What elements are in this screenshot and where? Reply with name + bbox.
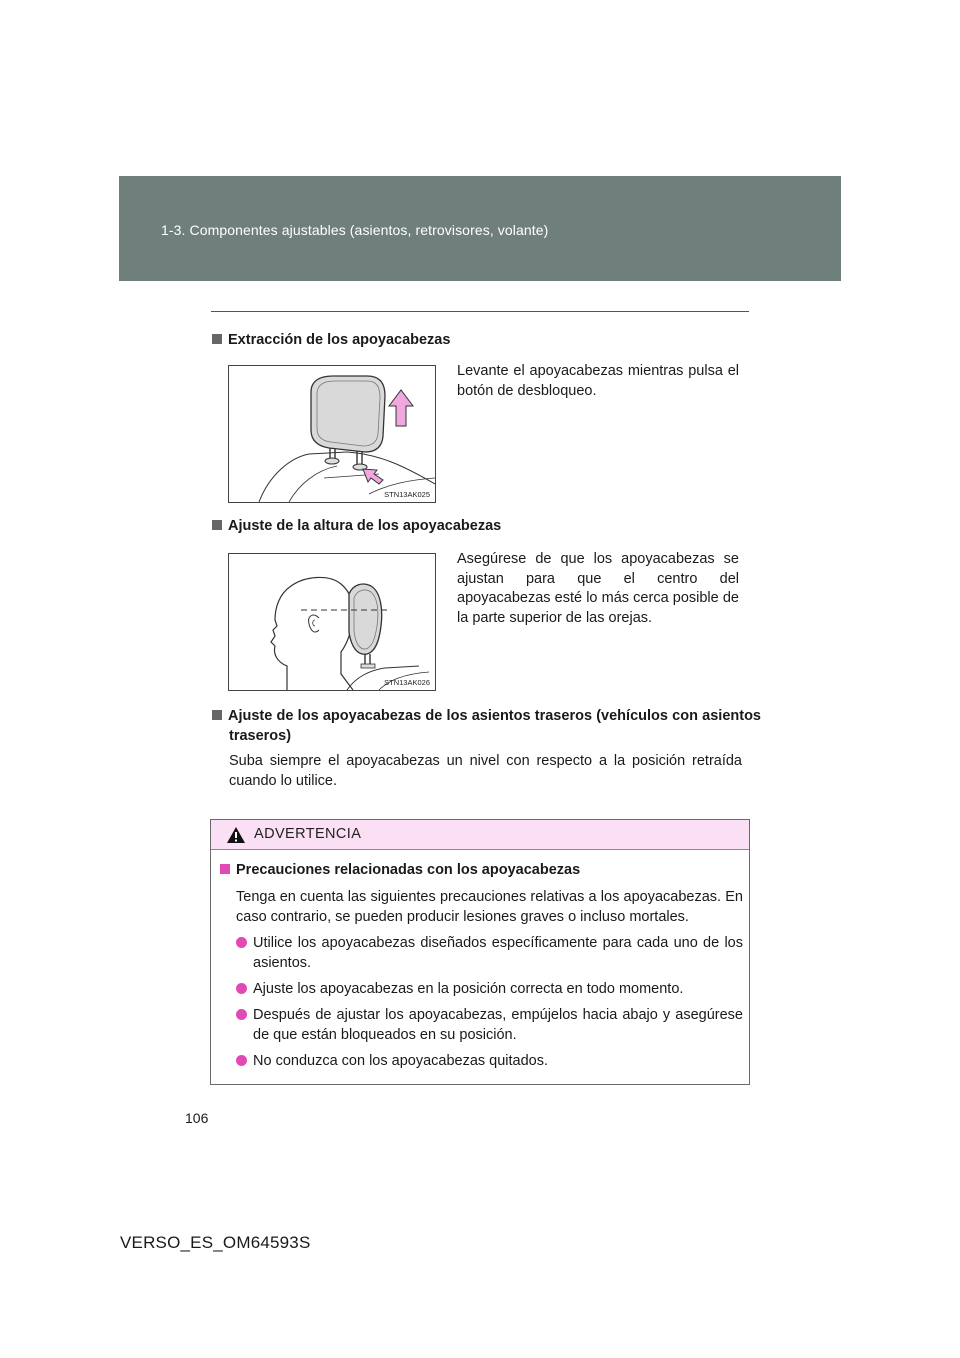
headrest-height-illustration xyxy=(229,554,435,690)
breadcrumb: 1-3. Componentes ajustables (asientos, retrovisores, volante) xyxy=(161,222,549,238)
rear-instruction: Suba siempre el apoyacabezas un nivel con respecto a la posición retraída cuando lo utilice. xyxy=(229,753,742,789)
warning-intro: Tenga en cuenta las siguientes precauciones relativas a los apoyacabezas. En caso contrario, se pueden producir lesiones graves o incluso mortales. xyxy=(236,889,743,925)
height-instruction: Asegúrese de que los apoyacabezas se ajustan para que el centro del apoyacabezas esté lo más cerca posible de la parte superior de las orejas. xyxy=(457,551,739,626)
figure-headrest-removal xyxy=(228,365,436,503)
square-bullet-icon xyxy=(220,864,230,874)
section-divider xyxy=(211,311,749,312)
square-bullet-icon xyxy=(212,710,222,720)
warning-bullet: Ajuste los apoyacabezas en la posición correcta en todo momento. xyxy=(236,979,743,999)
figure-code: STN13AK025 xyxy=(384,490,430,499)
square-bullet-icon xyxy=(212,520,222,530)
warning-header xyxy=(211,820,749,850)
removal-instruction: Levante el apoyacabezas mientras pulsa el botón de desbloqueo. xyxy=(457,363,739,399)
figure-code: STN13AK026 xyxy=(384,678,430,687)
page-number: 106 xyxy=(185,1110,209,1126)
document-code: VERSO_ES_OM64593S xyxy=(120,1233,311,1252)
warning-triangle-icon xyxy=(226,826,246,844)
warning-title xyxy=(220,862,580,878)
circle-bullet-icon xyxy=(236,983,247,994)
section-title-text: Ajuste de la altura de los apoyacabezas xyxy=(228,518,502,534)
header-band xyxy=(119,176,841,281)
section-title-text: Extracción de los apoyacabezas xyxy=(228,332,451,348)
figure-headrest-height xyxy=(228,553,436,691)
circle-bullet-icon xyxy=(236,937,247,948)
section-title-text: Ajuste de los apoyacabezas de los asientos traseros (vehículos con asientos traseros) xyxy=(228,708,761,744)
warning-title-text: Precauciones relacionadas con los apoyacabezas xyxy=(236,862,581,878)
section-title-rear xyxy=(212,706,761,746)
square-bullet-icon xyxy=(212,334,222,344)
headrest-removal-illustration xyxy=(229,366,435,502)
warning-bullet: No conduzca con los apoyacabezas quitados. xyxy=(236,1051,743,1071)
circle-bullet-icon xyxy=(236,1055,247,1066)
circle-bullet-icon xyxy=(236,1009,247,1020)
warning-box xyxy=(210,819,750,1085)
warning-label: ADVERTENCIA xyxy=(254,826,362,842)
section-title-removal xyxy=(212,330,450,350)
warning-bullet: Después de ajustar los apoyacabezas, empújelos hacia abajo y asegúrese de que están bloqueados en su posición. xyxy=(236,1005,743,1045)
warning-bullet: Utilice los apoyacabezas diseñados específicamente para cada uno de los asientos. xyxy=(236,933,743,973)
section-title-height xyxy=(212,516,501,536)
